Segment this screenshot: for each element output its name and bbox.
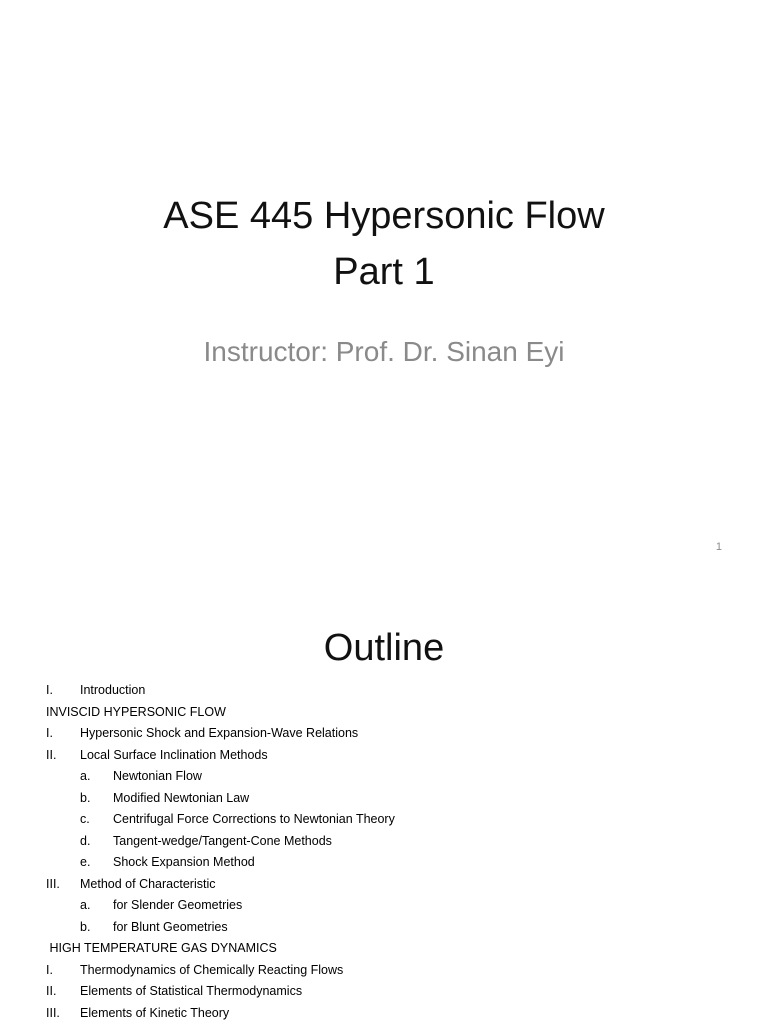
subitem-text: Modified Newtonian Law bbox=[113, 790, 250, 805]
outline-section-heading bbox=[0, 702, 768, 724]
subitem-marker: a. bbox=[80, 898, 91, 912]
item-text: Introduction bbox=[80, 683, 146, 697]
outline-subitem bbox=[0, 766, 768, 788]
outline-list bbox=[0, 680, 768, 1024]
outline-heading: Outline bbox=[323, 627, 445, 669]
subitem-text: for Slender Geometries bbox=[113, 898, 243, 912]
subitem-text: Tangent-wedge/Tangent-Cone Methods bbox=[113, 833, 332, 848]
section-text: INVISCID HYPERSONIC FLOW bbox=[46, 704, 226, 719]
outline-subitem bbox=[0, 852, 768, 874]
subitem-marker: d. bbox=[80, 833, 91, 848]
item-marker: III. bbox=[46, 1005, 60, 1020]
item-text: Elements of Statistical Thermodynamics bbox=[80, 984, 303, 998]
outline-item bbox=[0, 723, 768, 745]
title-line-1: ASE 445 Hypersonic Flow bbox=[163, 195, 605, 237]
outline-slide bbox=[0, 576, 768, 1024]
outline-item bbox=[0, 981, 768, 1003]
outline-item bbox=[0, 874, 768, 896]
item-marker: I. bbox=[46, 726, 53, 740]
item-marker: II. bbox=[46, 984, 57, 998]
item-marker: I. bbox=[46, 683, 53, 697]
subitem-marker: b. bbox=[80, 790, 91, 805]
item-text: Local Surface Inclination Methods bbox=[80, 747, 268, 762]
outline-subitem bbox=[0, 895, 768, 917]
outline-item bbox=[0, 745, 768, 767]
outline-item bbox=[0, 680, 768, 702]
item-marker: III. bbox=[46, 876, 60, 891]
subitem-text: Shock Expansion Method bbox=[113, 855, 255, 869]
subitem-marker: a. bbox=[80, 769, 91, 783]
subitem-marker: b. bbox=[80, 919, 91, 934]
item-text: Hypersonic Shock and Expansion-Wave Relations bbox=[80, 726, 359, 740]
outline-subitem bbox=[0, 788, 768, 810]
subitem-text: for Blunt Geometries bbox=[113, 919, 228, 934]
outline-subitem bbox=[0, 831, 768, 853]
item-text: Method of Characteristic bbox=[80, 876, 216, 891]
outline-subitem bbox=[0, 917, 768, 939]
subitem-marker: e. bbox=[80, 855, 91, 869]
title-line-2: Part 1 bbox=[333, 251, 435, 293]
instructor-subtitle: Instructor: Prof. Dr. Sinan Eyi bbox=[203, 336, 565, 367]
item-marker: I. bbox=[46, 962, 53, 977]
subitem-text: Centrifugal Force Corrections to Newtonian Theory bbox=[113, 812, 395, 826]
outline-section-heading bbox=[0, 938, 768, 960]
subitem-marker: c. bbox=[80, 812, 90, 826]
outline-item bbox=[0, 1003, 768, 1024]
item-marker: II. bbox=[46, 747, 57, 762]
item-text: Elements of Kinetic Theory bbox=[80, 1005, 230, 1020]
slide-title bbox=[0, 188, 768, 300]
page-number: 1 bbox=[715, 541, 722, 553]
item-text: Thermodynamics of Chemically Reacting Flows bbox=[80, 962, 344, 977]
outline-item bbox=[0, 960, 768, 982]
outline-subitem bbox=[0, 809, 768, 831]
section-text: HIGH TEMPERATURE GAS DYNAMICS bbox=[46, 941, 277, 955]
subitem-text: Newtonian Flow bbox=[113, 769, 202, 783]
